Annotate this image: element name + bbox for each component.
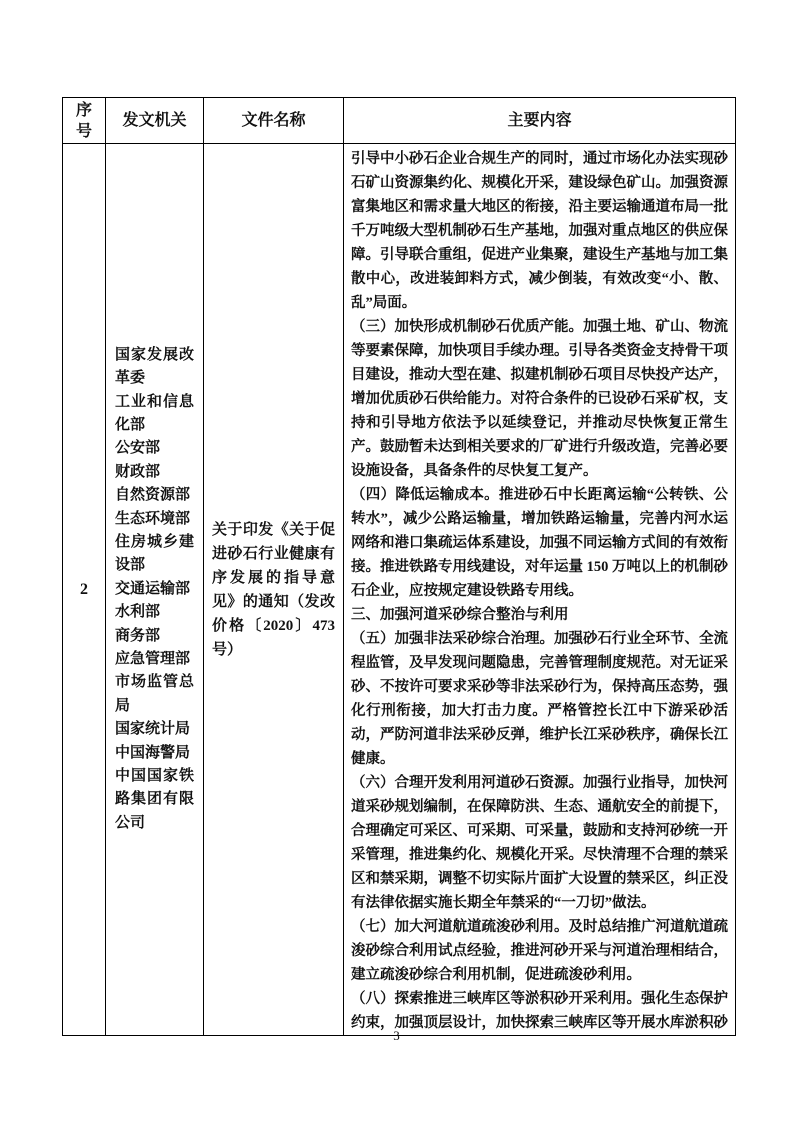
header-cell-issuing-agency: 发文机关 bbox=[106, 98, 204, 144]
table-header-row bbox=[63, 98, 736, 144]
row-index-cell: 2 bbox=[63, 144, 106, 1036]
agency-item: 中国国家铁路集团有限公司 bbox=[115, 768, 194, 831]
issuing-agencies-cell bbox=[106, 144, 204, 1036]
agency-item: 中国海警局 bbox=[115, 744, 191, 761]
agency-item: 市场监管总局 bbox=[115, 674, 194, 714]
agency-item: 交通运输部 bbox=[115, 580, 191, 597]
content-paragraph: （三）加快形成机制砂石优质产能。加强土地、矿山、物流等要素保障，加快项目手续办理。引导各类资金支持骨干项目建设，推动大型在建、拟建机制砂石项目尽快投产达产，增加优质砂石供给能力。对符合条件的已设砂石采矿权，支持和引导地方依法予以延续登记，并推动尽快恢复正常生产。鼓励暂未达到相关要求的厂矿进行升级改造，完善必要设施设备，具备条件的尽快复工复产。 bbox=[351, 319, 728, 479]
content-paragraph: （八）探索推进三峡库区等淤积砂开采利用。强化生态保护约束，加强顶层设计，加快探索三峡库区等开展水库淤积砂 bbox=[351, 991, 728, 1031]
agency-item: 生态环境部 bbox=[115, 510, 191, 527]
main-content-cell bbox=[344, 144, 736, 1036]
content-paragraph: （六）合理开发利用河道砂石资源。加强行业指导，加快河道采砂规划编制，在保障防洪、生态、通航安全的前提下，合理确定可采区、可采期、可采量，鼓励和支持河砂统一开采管理，推进集约化、规模化开采。尽快清理不合理的禁采区和禁采期，调整不切实际片面扩大设置的禁采区，纠正没有法律依据实施长期全年禁采的“一刀切”做法。 bbox=[351, 775, 728, 911]
agency-item: 商务部 bbox=[115, 627, 161, 644]
header-cell-main-content: 主要内容 bbox=[344, 98, 736, 144]
agency-item: 国家发展改革委 bbox=[115, 346, 194, 387]
document-title-cell bbox=[204, 144, 344, 1036]
content-paragraph: 三、加强河道采砂综合整治与利用 bbox=[351, 607, 569, 623]
agency-item: 财政部 bbox=[115, 463, 161, 480]
content-paragraph: （七）加大河道航道疏浚砂利用。及时总结推广河道航道疏浚砂综合利用试点经验，推进河砂开采与河道治理相结合，建立疏浚砂综合利用机制，促进疏浚砂利用。 bbox=[351, 919, 728, 983]
document-title: 关于印发《关于促进砂石行业健康有序发展的指导意见》的通知（发改价格〔2020〕473号） bbox=[212, 521, 335, 658]
document-table bbox=[62, 97, 736, 1036]
agency-item: 住房城乡建设部 bbox=[115, 533, 194, 574]
header-cell-index: 序号 bbox=[63, 98, 106, 144]
content-paragraph: （四）降低运输成本。推进砂石中长距离运输“公转铁、公转水”，减少公路运输量，增加铁路运输量，完善内河水运网络和港口集疏运体系建设，加强不同运输方式间的有效衔接。推进铁路专用线建设，对年运量 150 万吨以上的机制砂石企业，应按规定建设铁路专用线。 bbox=[351, 487, 728, 599]
agency-item: 应急管理部 bbox=[115, 651, 191, 668]
agency-item: 水利部 bbox=[115, 604, 161, 621]
header-cell-document-name: 文件名称 bbox=[204, 98, 344, 144]
content-paragraph: 引导中小砂石企业合规生产的同时，通过市场化办法实现砂石矿山资源集约化、规模化开采，建设绿色矿山。加强资源富集地区和需求量大地区的衔接，沿主要运输通道布局一批千万吨级大型机制砂石生产基地，加强对重点地区的供应保障。引导联合重组，促进产业集聚，建设生产基地与加工集散中心，改进装卸料方式，减少倒装，有效改变“小、散、乱”局面。 bbox=[351, 151, 728, 311]
agency-item: 国家统计局 bbox=[115, 721, 191, 738]
table-row bbox=[63, 144, 736, 1036]
agency-item: 工业和信息化部 bbox=[115, 393, 194, 433]
content-paragraph: （五）加强非法采砂综合治理。加强砂石行业全环节、全流程监管，及早发现问题隐患，完善管理制度规范。对无证采砂、不按许可要求采砂等非法采砂行为，保持高压态势，强化行刑衔接，加大打击力度。严格管控长江中下游采砂活动，严防河道非法采砂反弹，维护长江采砂秩序，确保长江健康。 bbox=[351, 631, 728, 767]
agency-item: 公安部 bbox=[115, 440, 161, 457]
agency-item: 自然资源部 bbox=[115, 487, 191, 504]
page-number: 3 bbox=[393, 1028, 400, 1043]
